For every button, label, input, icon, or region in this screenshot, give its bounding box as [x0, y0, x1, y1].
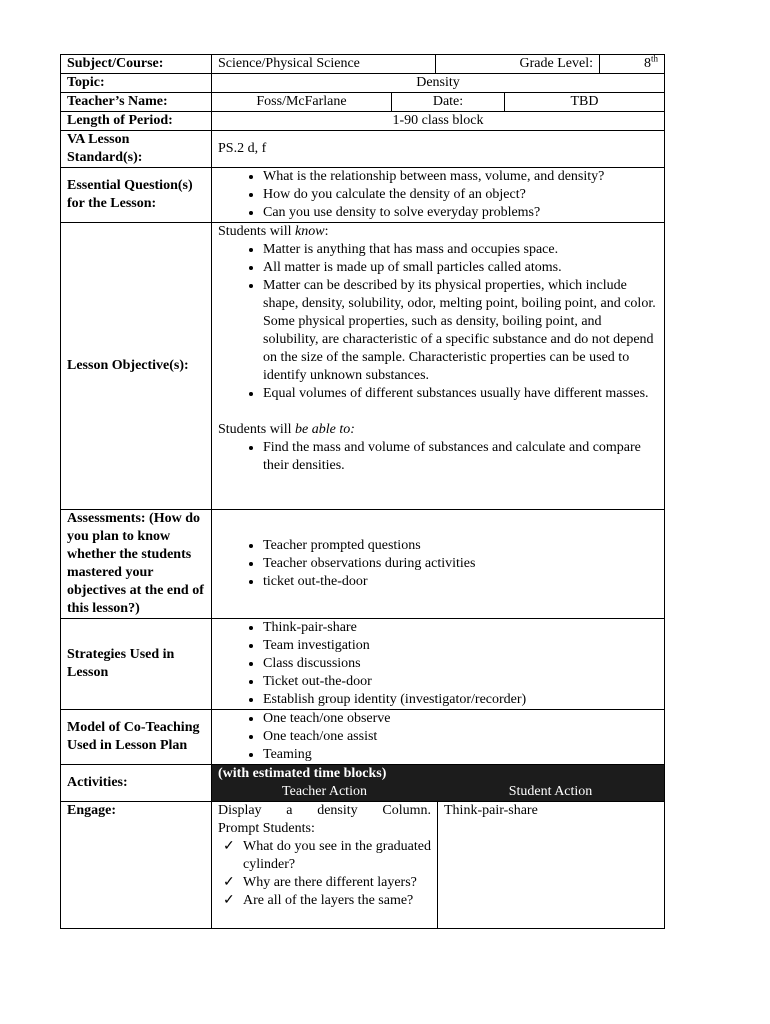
essential-list [218, 168, 658, 222]
subject-value: Science/Physical Science [212, 55, 436, 73]
list-item: ✓ What do you see in the graduated cylinder? [243, 838, 431, 874]
list-item: • Ticket out-the-door [263, 673, 658, 691]
lesson-plan-table [60, 54, 665, 929]
list-item: • Equal volumes of different substances usually have different masses. [263, 385, 658, 403]
engage-label: Engage: [61, 802, 212, 929]
teacher-label: Teacher’s Name: [61, 93, 212, 112]
date-value: TBD [570, 94, 599, 109]
row-strategies [61, 619, 665, 710]
objectives-label: Lesson Objective(s): [61, 223, 212, 510]
list-item: • All matter is made up of small particles called atoms. [263, 259, 658, 277]
list-item: • Think-pair-share [263, 619, 658, 637]
list-item: • Can you use density to solve everyday problems? [263, 204, 658, 222]
coteaching-list [218, 710, 658, 764]
engage-prompts [218, 838, 431, 910]
strategies-list [218, 619, 658, 709]
row-subject [61, 55, 665, 74]
essential-label: Essential Question(s) for the Lesson: [61, 168, 212, 223]
list-item: ✓ Are all of the layers the same? [243, 892, 431, 910]
engage-intro-1: Display a density Column. [218, 803, 431, 818]
list-item: • Teacher observations during activities [263, 555, 658, 573]
row-coteaching [61, 710, 665, 765]
activities-label: Activities: [61, 765, 212, 802]
list-item: • Team investigation [263, 637, 658, 655]
able-list [218, 439, 658, 475]
row-teacher [61, 93, 665, 112]
list-item: ✓ Why are there different layers? [243, 874, 431, 892]
list-item: • How do you calculate the density of an object? [263, 186, 658, 204]
student-action-header: Student Action [508, 784, 593, 799]
list-item: • Teaming [263, 746, 658, 764]
row-topic [61, 74, 665, 93]
assessments-list [218, 537, 658, 591]
date-label: Date: [392, 93, 505, 111]
period-value: 1-90 class block [212, 112, 665, 131]
list-item: • One teach/one assist [263, 728, 658, 746]
topic-label: Topic: [61, 74, 212, 93]
list-item: • What is the relationship between mass, volume, and density? [263, 168, 658, 186]
teacher-value: Foss/McFarlane [212, 93, 392, 111]
engage-intro-2: Prompt Students: [218, 821, 315, 836]
list-item: • One teach/one observe [263, 710, 658, 728]
row-standard [61, 131, 665, 168]
grade-label: Grade Level: [436, 55, 600, 73]
assessments-label: Assessments: (How do you plan to know whether the students mastered your objectives at the end of this lesson?) [61, 510, 212, 619]
list-item: • ticket out-the-door [263, 573, 658, 591]
standard-label: VA Lesson Standard(s): [61, 131, 212, 168]
teacher-action-header: Teacher Action [282, 784, 367, 799]
engage-student-action: Think-pair-share [444, 803, 538, 818]
row-period [61, 112, 665, 131]
list-item: • Matter is anything that has mass and occupies space. [263, 241, 658, 259]
subject-label: Subject/Course: [61, 55, 212, 74]
lesson-plan [60, 54, 664, 929]
period-label: Length of Period: [61, 112, 212, 131]
list-item: • Establish group identity (investigator/recorder) [263, 691, 658, 709]
know-heading: Students will know: [218, 224, 329, 239]
list-item: • Teacher prompted questions [263, 537, 658, 555]
list-item: • Find the mass and volume of substances and calculate and compare their densities. [263, 439, 658, 475]
engage-teacher-action [212, 802, 438, 928]
able-heading: Students will be able to: [218, 422, 355, 437]
row-engage [61, 802, 665, 929]
activities-header: (with estimated time blocks) [218, 766, 387, 781]
row-activities [61, 765, 665, 802]
list-item: • Class discussions [263, 655, 658, 673]
list-item: • Matter can be described by its physical properties, which include shape, density, solubility, odor, melting point, boiling point, and color. Some physical properties, such as density, boiling point, and solubility, are characteristic of a specific substance and do not depend on the size of the sample. Characteristic properties can be used to identify unknown substances. [263, 277, 658, 385]
know-list [218, 241, 658, 403]
standard-value: PS.2 d, f [212, 131, 665, 168]
grade-value: 8th [643, 53, 658, 71]
row-objectives [61, 223, 665, 510]
coteaching-label: Model of Co-Teaching Used in Lesson Plan [61, 710, 212, 765]
row-assessments [61, 510, 665, 619]
strategies-label: Strategies Used in Lesson [61, 619, 212, 710]
topic-value: Density [212, 74, 665, 93]
row-essential [61, 168, 665, 223]
